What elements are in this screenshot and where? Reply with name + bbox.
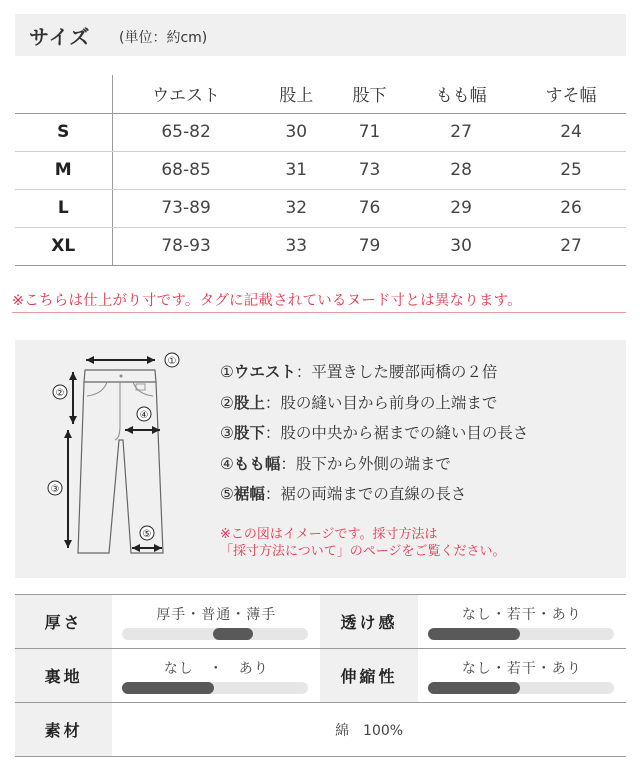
measure-item-thigh: ④もも幅：股下から外側の端まで (220, 454, 451, 473)
table-cell: 65-82 (112, 113, 260, 151)
table-cell: 73 (333, 151, 406, 189)
size-title-bar (15, 14, 626, 56)
header-thigh: もも幅 (406, 75, 516, 113)
table-cell: 76 (333, 189, 406, 227)
size-title: サイズ (29, 25, 91, 49)
size-label: XL (15, 227, 112, 265)
table-cell: 29 (406, 189, 516, 227)
table-cell: 27 (406, 113, 516, 151)
header-rise: 股上 (260, 75, 333, 113)
table-row (15, 113, 626, 151)
table-cell: 68-85 (112, 151, 260, 189)
thickness-bar (122, 628, 308, 640)
spec-value-stretch: なし・若干・あり (418, 649, 626, 703)
header-waist: ウエスト (112, 75, 260, 113)
thickness-bar-fill (213, 628, 253, 640)
table-cell: 24 (516, 113, 626, 151)
stretch-bar-fill (428, 682, 520, 694)
spec-label-lining: 裏地 (15, 649, 112, 703)
marker-3: ③ (50, 484, 60, 495)
spec-label-thickness: 厚さ (15, 595, 112, 649)
lining-bar (122, 682, 308, 694)
size-label: L (15, 189, 112, 227)
table-cell: 30 (406, 227, 516, 265)
table-cell: 27 (516, 227, 626, 265)
measurement-diagram-panel (15, 340, 626, 578)
sheer-bar-fill (428, 628, 520, 640)
spec-value-sheer: なし・若干・あり (418, 595, 626, 649)
spec-row (15, 703, 626, 757)
measure-item-hem: ⑤裾幅：裾の両端までの直線の長さ (220, 485, 467, 503)
measure-item-waist: ①ウエスト：平置きした腰部両橋の２倍 (220, 363, 498, 381)
marker-2: ② (55, 388, 65, 399)
lining-bar-fill (122, 682, 214, 694)
size-label: M (15, 151, 112, 189)
diagram-note: ※この図はイメージです。採寸方法は 「採寸方法について」のページをご覧ください。 (220, 527, 506, 559)
table-cell: 71 (333, 113, 406, 151)
sheer-bar (428, 628, 614, 640)
spec-table (15, 594, 626, 757)
table-row (15, 189, 626, 227)
marker-5: ⑤ (142, 529, 152, 540)
table-cell: 31 (260, 151, 333, 189)
stretch-bar (428, 682, 614, 694)
table-cell: 26 (516, 189, 626, 227)
table-cell: 33 (260, 227, 333, 265)
marker-1: ① (167, 356, 177, 367)
size-table-corner (15, 75, 112, 113)
header-inseam: 股下 (333, 75, 406, 113)
spec-value-thickness: 厚手・普通・薄手 (112, 595, 320, 649)
size-label: S (15, 113, 112, 151)
spec-label-stretch: 伸縮性 (320, 649, 417, 703)
measure-item-inseam: ③股下：股の中央から裾までの縫い目の長さ (220, 424, 529, 442)
finished-size-notice: ※こちらは仕上がり寸です。タグに記載されているヌード寸とは異なります。 (12, 293, 522, 309)
table-cell: 79 (333, 227, 406, 265)
measure-item-rise: ②股上：股の縫い目から前身の上端まで (220, 393, 498, 412)
table-cell: 78-93 (112, 227, 260, 265)
size-unit: (単位：約cm) (119, 30, 208, 46)
spec-value-lining: なし ・ あり (112, 649, 320, 703)
header-hem: すそ幅 (516, 75, 626, 113)
table-cell: 25 (516, 151, 626, 189)
table-row (15, 227, 626, 265)
table-row (15, 151, 626, 189)
size-table-header-row (15, 75, 626, 113)
marker-4: ④ (139, 410, 149, 421)
table-cell: 32 (260, 189, 333, 227)
spec-label-material: 素材 (15, 703, 112, 757)
spec-row (15, 595, 626, 649)
measurement-list (220, 360, 528, 513)
table-cell: 73-89 (112, 189, 260, 227)
table-cell: 30 (260, 113, 333, 151)
table-cell: 28 (406, 151, 516, 189)
size-table (15, 75, 626, 266)
spec-value-material: 綿 100% (112, 703, 626, 757)
spec-label-sheer: 透け感 (320, 595, 417, 649)
notice-divider (12, 312, 626, 313)
spec-row (15, 649, 626, 703)
pants-diagram-icon (45, 348, 205, 570)
